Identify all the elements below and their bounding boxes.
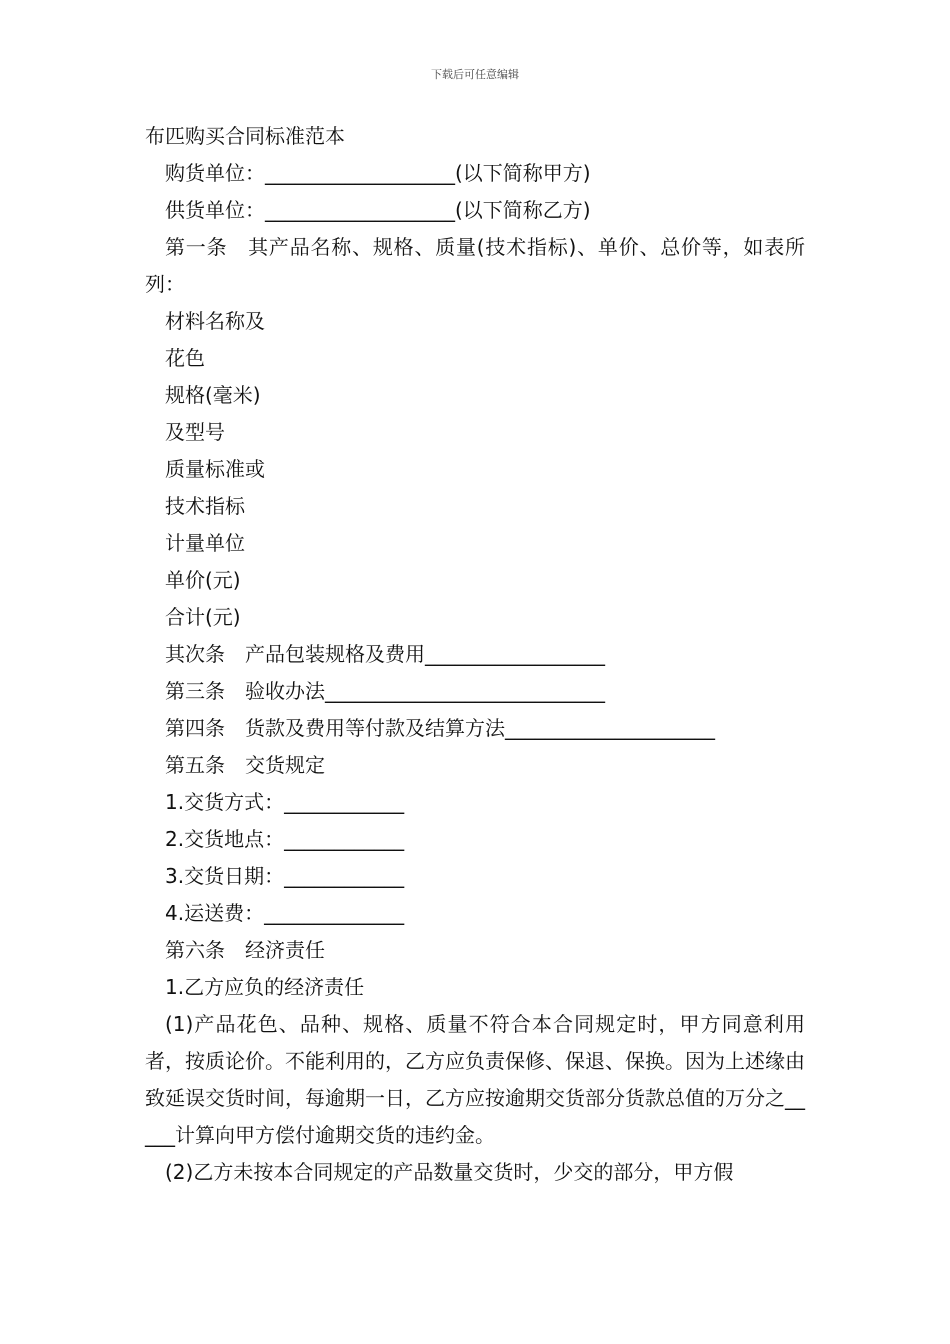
article-6: 第六条 经济责任	[165, 938, 325, 962]
table-field: 材料名称及	[165, 309, 265, 333]
paragraph-1: (1)产品花色、品种、规格、质量不符合本合同规定时，甲方同意利用者，按质论价。不能利用的，乙方应负责保修、保退、保换。因为上述缘由致延误交货时间，每逾期一日，乙方应按逾期交货部分货款总值的万分之_____计算向甲方偿付逾期交货的违约金。	[145, 1012, 805, 1147]
sub-heading: 1.乙方应负的经济责任	[165, 975, 365, 999]
buyer-line: 购货单位：___________________(以下简称甲方)	[165, 161, 591, 185]
article-1: 第一条 其产品名称、规格、质量(技术指标)、单价、总价等，如表所列：	[145, 235, 805, 296]
table-field: 及型号	[165, 420, 225, 444]
table-field: 单价(元)	[165, 568, 241, 592]
delivery-item: 4.运送费：______________	[165, 901, 405, 925]
article-3: 第三条 验收办法____________________________	[165, 679, 605, 703]
article-2: 其次条 产品包装规格及费用__________________	[165, 642, 605, 666]
delivery-item: 3.交货日期：____________	[165, 864, 405, 888]
document-title: 布匹购买合同标准范本	[145, 124, 345, 148]
delivery-item: 1.交货方式：____________	[165, 790, 405, 814]
table-field: 合计(元)	[165, 605, 241, 629]
table-field: 规格(毫米)	[165, 383, 261, 407]
article-4: 第四条 货款及费用等付款及结算方法_____________________	[165, 716, 715, 740]
table-field: 技术指标	[165, 494, 245, 518]
delivery-item: 2.交货地点：____________	[165, 827, 405, 851]
header-note: 下载后可任意编辑	[431, 68, 519, 81]
paragraph-2: (2)乙方未按本合同规定的产品数量交货时，少交的部分，甲方假	[165, 1160, 734, 1184]
article-5: 第五条 交货规定	[165, 753, 325, 777]
table-field: 质量标准或	[165, 457, 265, 481]
table-field: 计量单位	[165, 531, 245, 555]
table-field: 花色	[165, 346, 205, 370]
contract-document	[145, 118, 805, 1191]
seller-line: 供货单位：___________________(以下简称乙方)	[165, 198, 591, 222]
